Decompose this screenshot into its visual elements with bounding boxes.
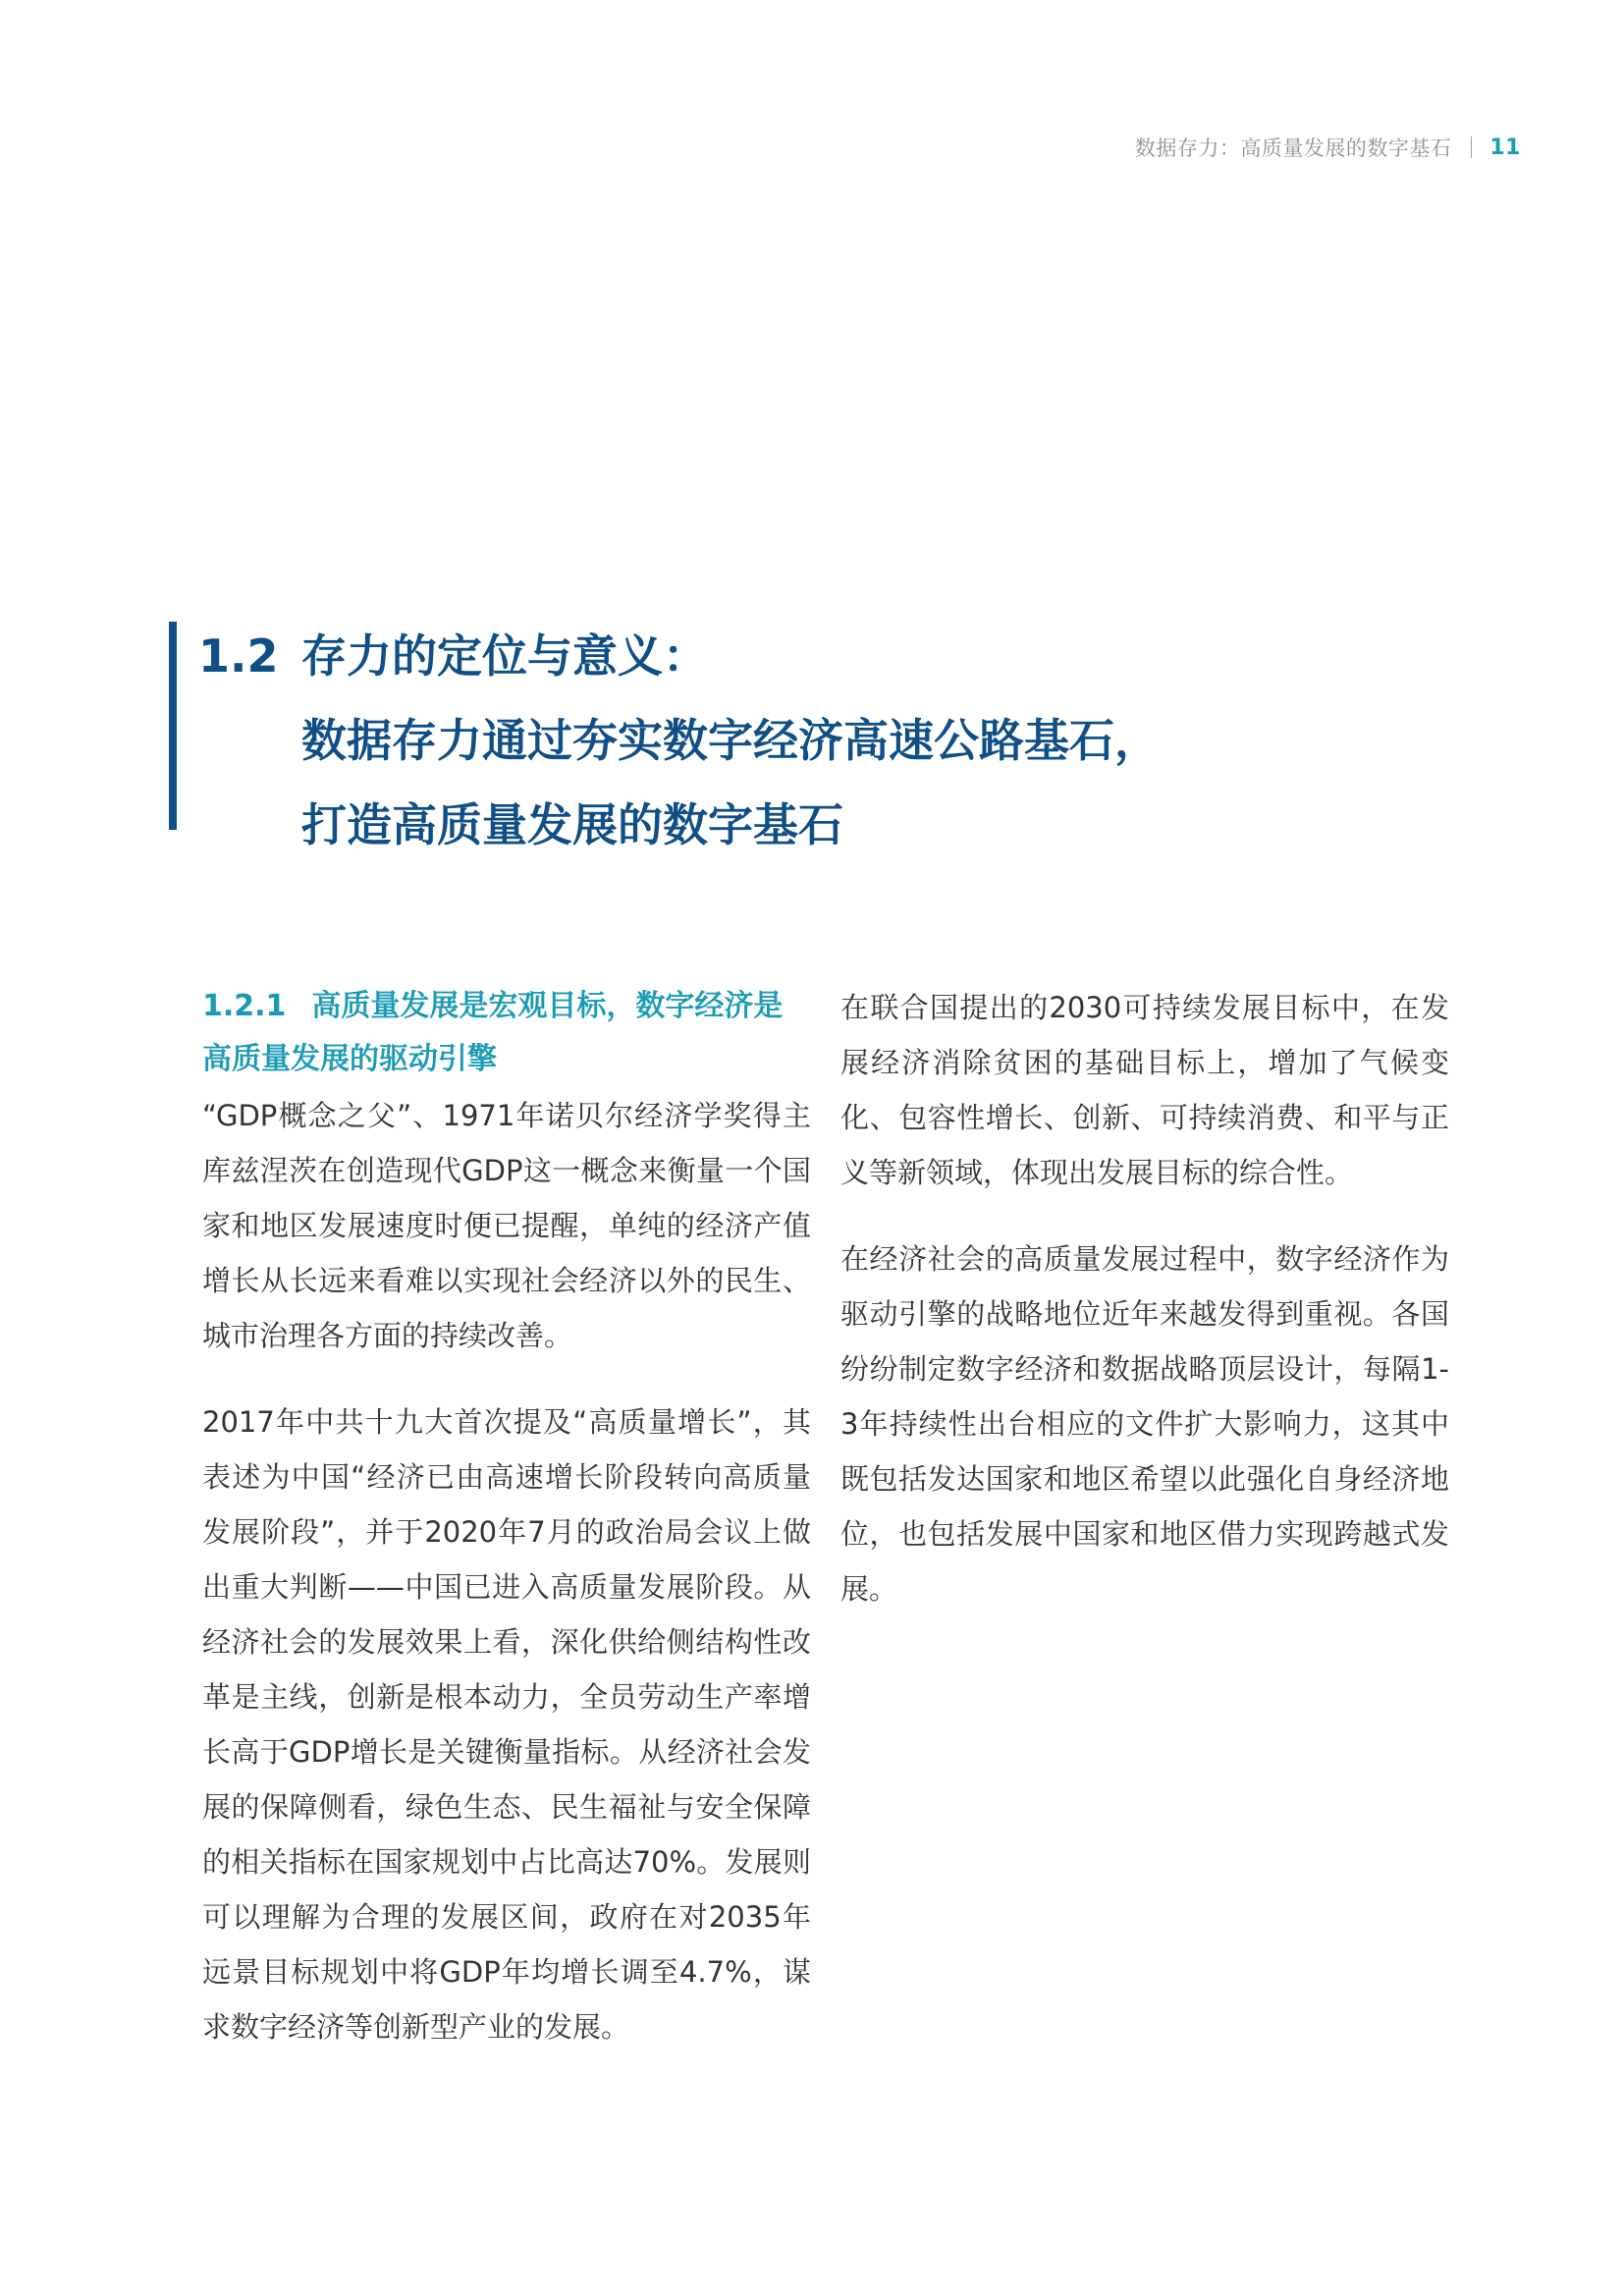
subsection-number: 1.2.1 [202,989,287,1023]
subsection-title: 高质量发展是宏观目标，数字经济是高质量发展的驱动引擎 [202,989,784,1076]
header-divider [1471,137,1472,158]
section-number: 1.2 [198,629,279,683]
section-title-line-2: 数据存力通过夯实数字经济高速公路基石， [301,714,1160,767]
section-title-text-1: 存力的定位与意义： [301,629,708,683]
section-title [198,614,1160,867]
page-number: 11 [1489,135,1521,160]
body-paragraph: 2017年中共十九大首次提及“高质量增长”，其表述为中国“经济已由高速增长阶段转向高质量发展阶段”，并于2020年7月的政治局会议上做出重大判断——中国已进入高质量发展阶段。从经济社会的发展效果上看，深化供给侧结构性改革是主线，创新是根本动力，全员劳动生产率增长高于GDP增长是关键衡量指标。从经济社会发展的保障侧看，绿色生态、民生福祉与安全保障的相关指标在国家规划中占比高达70%。发展则可以理解为合理的发展区间，政府在对2035年远景目标规划中将GDP年均增长调至4.7%，谋求数字经济等创新型产业的发展。 [202,1405,811,2044]
section-title-line-1 [198,614,1160,698]
left-column [202,980,811,2086]
right-column [840,980,1449,1648]
running-header [1135,133,1521,162]
heading-accent-bar [169,622,177,830]
body-paragraph: 在经济社会的高质量发展过程中，数字经济作为驱动引擎的战略地位近年来越发得到重视。各国纷纷制定数字经济和数据战略顶层设计，每隔1-3年持续性出台相应的文件扩大影响力，这其中既包括发达国家和地区希望以此强化自身经济地位，也包括发展中国家和地区借力实现跨越式发展。 [840,1242,1449,1606]
body-paragraph: 在联合国提出的2030可持续发展目标中，在发展经济消除贫困的基础目标上，增加了气候变化、包容性增长、创新、可持续消费、和平与正义等新领域，体现出发展目标的综合性。 [840,991,1449,1189]
subsection-heading [202,980,811,1086]
running-title: 数据存力：高质量发展的数字基石 [1134,137,1452,160]
body-paragraph: “GDP概念之父”、1971年诺贝尔经济学奖得主库兹涅茨在创造现代GDP这一概念来衡量一个国家和地区发展速度时便已提醒，单纯的经济产值增长从长远来看难以实现社会经济以外的民生、城市治理各方面的持续改善。 [202,1099,811,1352]
section-title-line-3: 打造高质量发展的数字基石 [301,798,843,851]
